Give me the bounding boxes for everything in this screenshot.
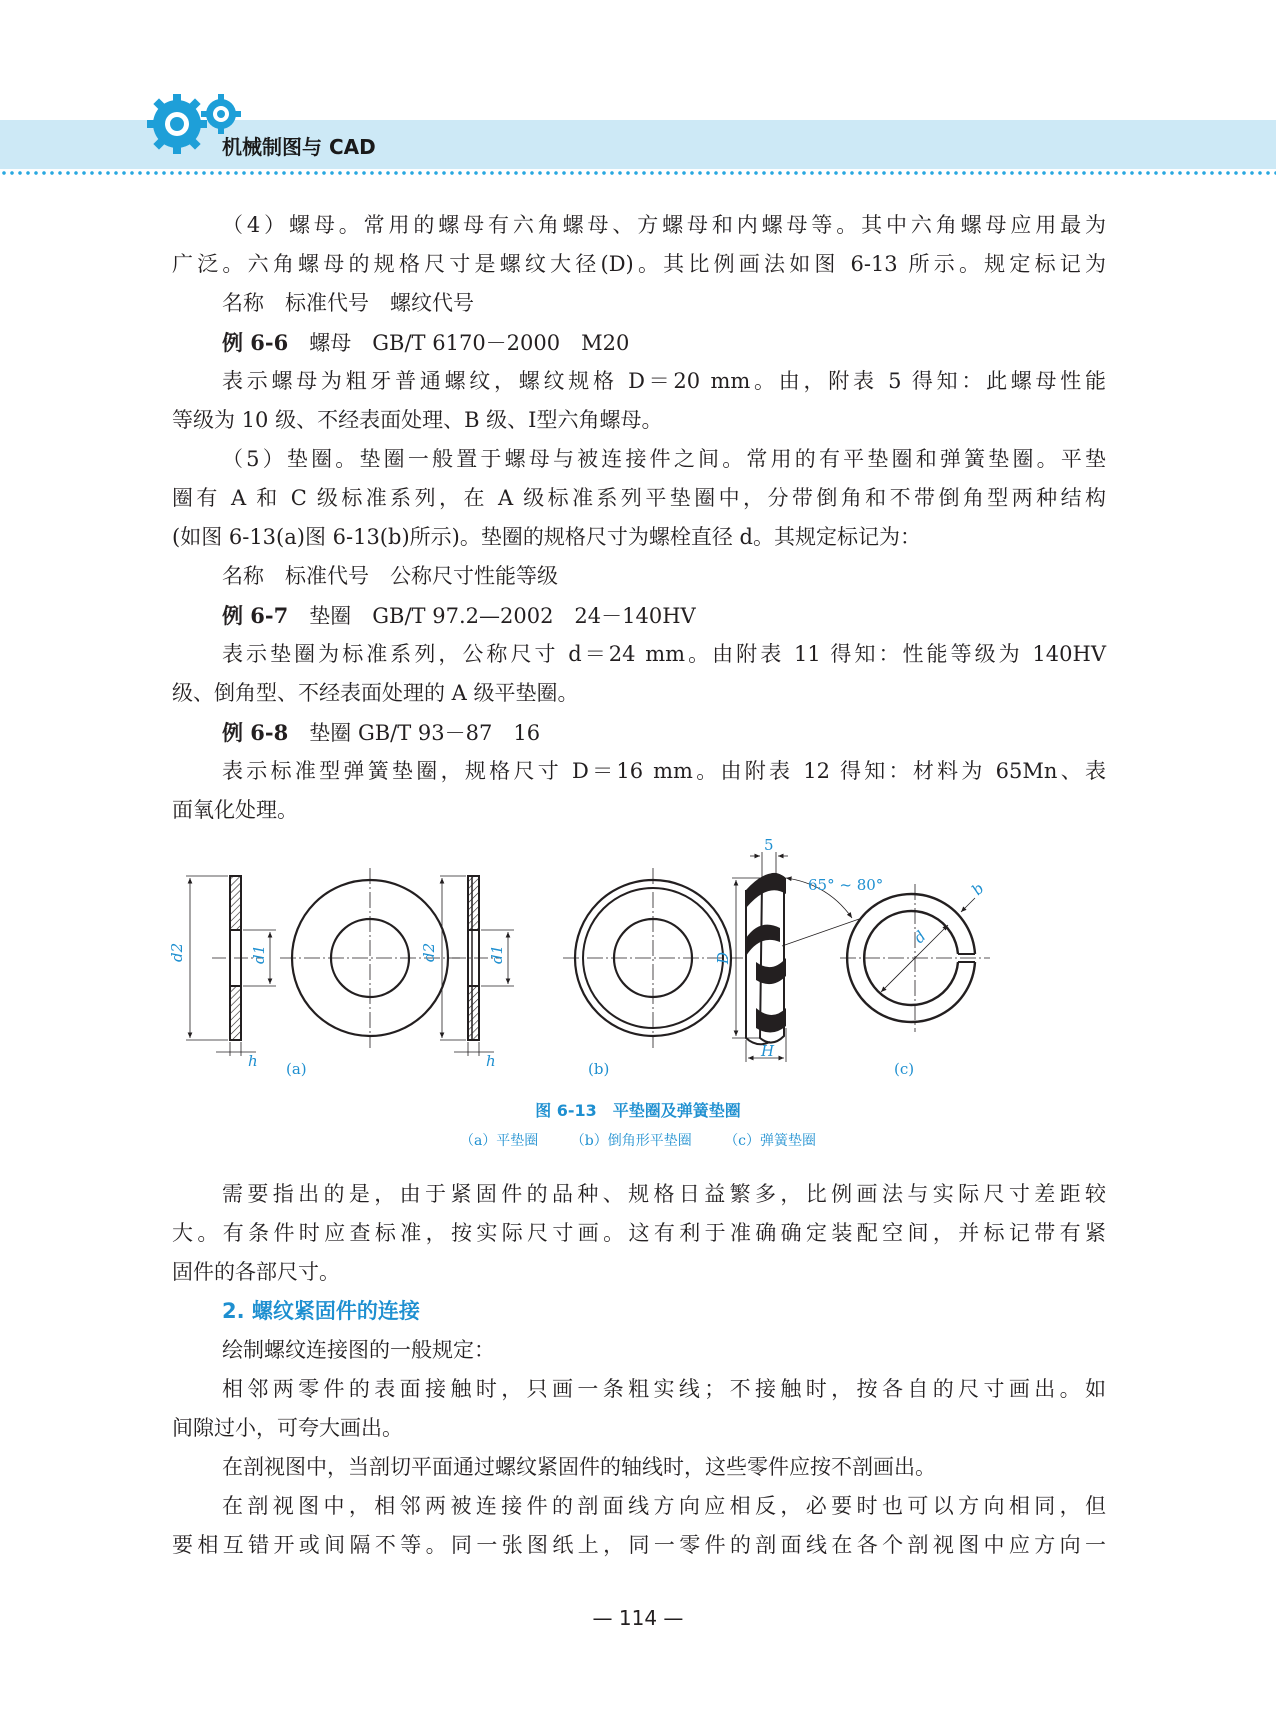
example-tag: 例 6-7: [222, 603, 289, 628]
label-d1-b: d1: [488, 944, 506, 964]
upper-text-block: [172, 206, 1106, 830]
label-angle: 65° ~ 80°: [808, 876, 884, 894]
label-H: H: [761, 1042, 775, 1060]
label-d: d: [910, 927, 930, 947]
para-washer-line-3: (如图 6-13(a)图 6-13(b)所示)。垫圈的规格尺寸为螺栓直径 d。其规定标记为：: [172, 525, 921, 549]
para-spring-explain-line-1: 表示标准型弹簧垫圈，规格尺寸 D＝16 mm。由附表 12 得知：材料为 65Mn、表: [222, 759, 1106, 783]
label-d1: d1: [250, 944, 268, 964]
para-rules-intro: 绘制螺纹连接图的一般规定：: [222, 1338, 495, 1362]
sub-label-a: (a): [286, 1060, 307, 1078]
para-rule3-line-2: 要相互错开或间隔不等。同一张图纸上，同一零件的剖面线在各个剖视图中应方向一: [172, 1533, 1106, 1557]
para-washer-explain-line-1: 表示垫圈为标准系列，公称尺寸 d＝24 mm。由附表 11 得知：性能等级为 140HV: [222, 642, 1106, 666]
example-tag: 例 6-8: [222, 720, 289, 745]
example-6-8: [172, 713, 1106, 752]
marking-format-washer: 名称 标准代号 公称尺寸性能等级: [222, 564, 558, 588]
para-rule1-line-2: 间隙过小，可夸大画出。: [172, 1416, 403, 1440]
subcaption-c: （c）弹簧垫圈: [724, 1133, 817, 1149]
book-title: 机械制图与 CAD: [222, 135, 376, 159]
section-heading-2: 2. 螺纹紧固件的连接: [222, 1299, 420, 1323]
example-6-6: [172, 323, 1106, 362]
para-washer-explain-line-2: 级、倒角型、不经表面处理的 A 级平垫圈。: [172, 681, 579, 705]
example-text: 螺母 GB/T 6170－2000 M20: [288, 331, 630, 355]
flat-washer-section: [186, 876, 276, 1056]
para-note-line-1: 需要指出的是，由于紧固件的品种、规格日益繁多，比例画法与实际尺寸差距较: [222, 1182, 1106, 1206]
header-dotted-rule: [0, 170, 1276, 176]
example-text: 垫圈 GB/T 93－87 16: [288, 721, 541, 745]
figure-caption: 图 6-13 平垫圈及弹簧垫圈: [535, 1101, 741, 1120]
label-h-b: h: [486, 1052, 496, 1070]
label-5: 5: [764, 836, 774, 854]
example-tag: 例 6-6: [222, 330, 289, 355]
page-number: — 114 —: [592, 1606, 684, 1630]
subcaption-b: （b）倒角形平垫圈: [570, 1133, 692, 1149]
label-d2: d2: [168, 942, 186, 962]
para-nut-line-1: （4）螺母。常用的螺母有六角螺母、方螺母和内螺母等。其中六角螺母应用最为: [222, 213, 1106, 237]
label-d2-b: d2: [420, 942, 438, 962]
para-nut-explain-line-1: 表示螺母为粗牙普通螺纹，螺纹规格 D＝20 mm。由，附表 5 得知：此螺母性能: [222, 369, 1106, 393]
para-spring-explain-line-2: 面氧化处理。: [172, 798, 298, 822]
para-rule2-line-1: 在剖视图中，当剖切平面通过螺纹紧固件的轴线时，这些零件应按不剖画出。: [222, 1455, 936, 1479]
subcaption-a: （a）平垫圈: [459, 1133, 539, 1149]
spring-washer-plan: [840, 884, 990, 1032]
para-rule1-line-1: 相邻两零件的表面接触时，只画一条粗实线；不接触时，按各自的尺寸画出。如: [222, 1377, 1106, 1401]
para-rule3-line-1: 在剖视图中，相邻两被连接件的剖面线方向应相反，必要时也可以方向相同，但: [222, 1494, 1106, 1518]
para-washer-line-2: 圈有 A 和 C 级标准系列，在 A 级标准系列平垫圈中，分带倒角和不带倒角型两种结构: [172, 486, 1106, 510]
para-note-line-3: 固件的各部尺寸。: [172, 1260, 340, 1284]
example-text: 垫圈 GB/T 97.2—2002 24－140HV: [288, 604, 696, 628]
sub-label-b: (b): [588, 1060, 610, 1078]
chamfered-washer-section: [440, 876, 514, 1056]
example-6-7: [172, 596, 1106, 635]
label-D: D: [714, 951, 732, 964]
lower-text-block: [172, 1175, 1106, 1565]
figure-6-13: [168, 836, 1106, 1078]
label-h: h: [248, 1052, 258, 1070]
para-nut-explain-line-2: 等级为 10 级、不经表面处理、B 级、Ⅰ型六角螺母。: [172, 408, 663, 432]
label-b: b: [968, 879, 988, 899]
para-washer-line-1: （5）垫圈。垫圈一般置于螺母与被连接件之间。常用的有平垫圈和弹簧垫圈。平垫: [222, 447, 1106, 471]
para-nut-line-2: 广泛。六角螺母的规格尺寸是螺纹大径(D)。其比例画法如图 6-13 所示。规定标记为: [172, 252, 1106, 276]
para-note-line-2: 大。有条件时应查标准，按实际尺寸画。这有利于准确确定装配空间，并标记带有紧: [172, 1221, 1106, 1245]
marking-format-nut: 名称 标准代号 螺纹代号: [222, 291, 474, 315]
figure-subcaption: [0, 1130, 1276, 1150]
sub-label-c: (c): [894, 1060, 915, 1078]
